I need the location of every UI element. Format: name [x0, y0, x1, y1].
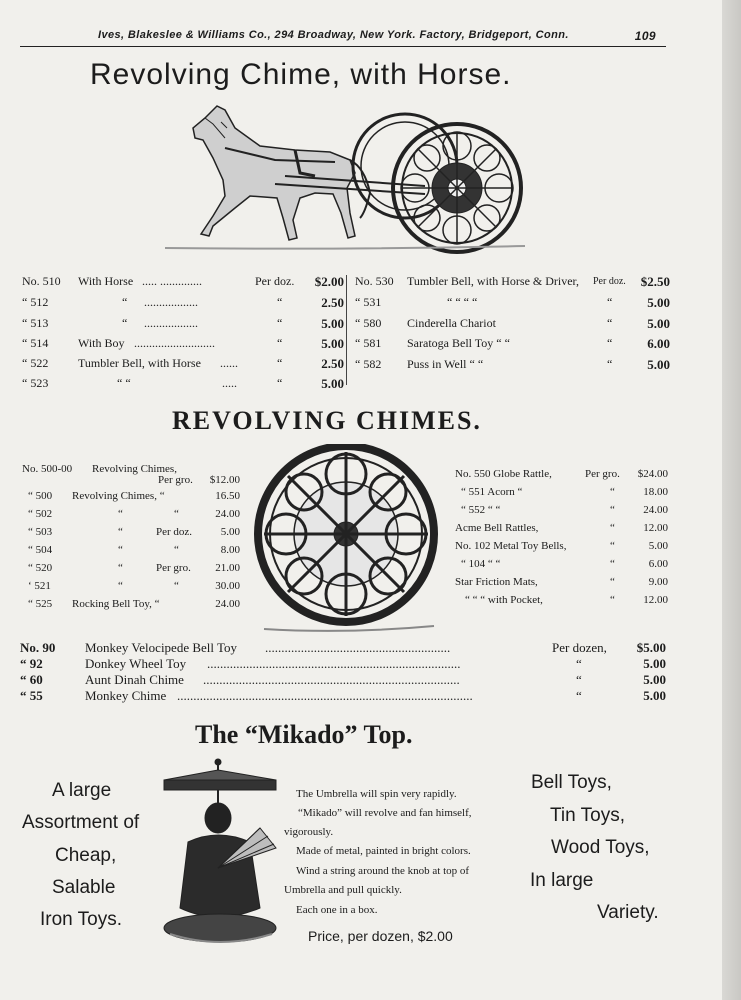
list-item: [455, 468, 668, 483]
item-price: 6.00: [648, 558, 668, 570]
item-price: 5.00: [643, 672, 666, 687]
list-item: [20, 656, 666, 673]
text-line: Iron Toys.: [40, 909, 123, 930]
text-line: Bell Toys,: [531, 772, 612, 793]
list-item: [355, 336, 670, 354]
item-price: 30.00: [215, 580, 240, 592]
item-unit: “: [174, 544, 179, 556]
item-price: 5.00: [647, 295, 670, 310]
item-price: 5.00: [647, 357, 670, 372]
item-desc: Tumbler Bell, with Horse: [78, 356, 201, 370]
horse-chime-illustration: [165, 98, 530, 258]
list-item: [355, 357, 670, 375]
item-price: 24.00: [215, 508, 240, 520]
item-desc: “: [118, 526, 123, 538]
mikado-price: Price, per dozen, $2.00: [308, 928, 453, 944]
item-price: 2.50: [321, 356, 344, 371]
item-desc: “: [118, 544, 123, 556]
item-unit: “: [576, 672, 582, 687]
list-item: [22, 316, 344, 334]
item-leader: .....: [222, 376, 237, 390]
list-item: [22, 274, 344, 292]
item-desc: With Horse: [78, 274, 134, 288]
item-price: 5.00: [647, 316, 670, 331]
item-price: 5.00: [648, 540, 668, 552]
item-price: $2.50: [640, 274, 670, 289]
item-desc: “ 552 “ “: [461, 504, 501, 516]
item-price: 5.00: [643, 656, 666, 671]
item-number: “ 581: [355, 336, 382, 350]
list-item: [20, 688, 666, 705]
text-line: Variety.: [597, 902, 659, 923]
list-item: [20, 672, 666, 689]
item-unit: “: [576, 688, 582, 703]
item-unit: Per doz.: [156, 526, 193, 538]
item-desc: “: [122, 295, 128, 309]
item-number: “ 55: [20, 688, 43, 703]
item-desc: Donkey Wheel Toy: [85, 656, 187, 671]
desc-line: vigorously.: [284, 826, 334, 838]
item-price: 5.00: [321, 376, 344, 391]
item-number: “ 523: [22, 376, 49, 390]
item-unit: “: [607, 316, 613, 330]
item-desc: Acme Bell Rattles,: [455, 522, 539, 534]
item-number: “ 531: [355, 295, 382, 309]
item-desc: Puss in Well “ “: [407, 357, 484, 371]
item-desc: Monkey Chime: [85, 688, 167, 703]
text-line: Assortment of: [22, 812, 140, 833]
item-unit: “: [277, 356, 283, 370]
text-line: Cheap,: [55, 845, 117, 866]
item-desc: “ “ “ with Pocket,: [465, 594, 543, 606]
item-number: “ 580: [355, 316, 382, 330]
item-number: No. 530: [355, 274, 394, 288]
list-item: [455, 576, 668, 591]
item-leader: .........................................................: [265, 640, 451, 655]
item-desc: No. 550 Globe Rattle,: [455, 468, 552, 480]
item-leader: ......: [220, 356, 238, 370]
list-item: [22, 508, 240, 523]
item-desc: “ 104 “ “: [461, 558, 501, 570]
item-unit: “: [610, 522, 615, 534]
page-edge: [722, 0, 741, 1000]
item-unit: Per gro.: [158, 474, 193, 486]
list-item: [20, 640, 666, 657]
item-unit: Per doz.: [255, 274, 295, 288]
header-text: Ives, Blakeslee & Williams Co., 294 Broadway, New York. Factory, Bridgeport, Conn.: [98, 29, 569, 41]
item-price: 5.00: [220, 526, 240, 538]
desc-line: Each one in a box.: [296, 904, 378, 916]
item-desc: Tumbler Bell, with Horse & Driver,: [407, 274, 580, 288]
list-item: [455, 522, 668, 537]
item-desc: Revolving Chimes,: [92, 463, 177, 475]
item-desc: “ 551 Acorn “: [461, 486, 523, 498]
item-unit: “: [277, 316, 283, 330]
item-number: “ 502: [28, 508, 53, 520]
item-price: 5.00: [643, 688, 666, 703]
list-item: [455, 558, 668, 573]
item-price: 6.00: [647, 336, 670, 351]
item-unit: “: [610, 540, 615, 552]
item-price: 5.00: [321, 336, 344, 351]
item-number: “ 503: [28, 526, 53, 538]
item-price: $2.00: [314, 274, 344, 289]
list-item: [455, 486, 668, 501]
item-unit: “: [576, 656, 582, 671]
section-title-revolving-chimes: REVOLVING CHIMES.: [172, 406, 482, 435]
list-item: [22, 336, 344, 354]
item-price: 24.00: [215, 598, 240, 610]
item-unit: “: [610, 558, 615, 570]
text-line: Wood Toys,: [551, 837, 650, 858]
item-leader: ..................: [144, 295, 198, 309]
item-number: “ 522: [22, 356, 49, 370]
list-item: [455, 540, 668, 555]
item-unit: “: [277, 295, 283, 309]
item-unit: “: [610, 504, 615, 516]
item-number: “ 504: [28, 544, 53, 556]
item-desc: Rocking Bell Toy, “: [72, 598, 160, 610]
list-item: [22, 526, 240, 541]
item-unit: Per dozen,: [552, 640, 607, 655]
desc-line: Made of metal, painted in bright colors.: [296, 845, 471, 857]
item-number: “ 582: [355, 357, 382, 371]
desc-line: Wind a string around the knob at top of: [296, 865, 470, 877]
desc-line: Umbrella and pull quickly.: [284, 884, 402, 896]
list-item: [455, 594, 668, 609]
item-number: No. 500-00: [22, 463, 73, 475]
item-price: 12.00: [643, 522, 668, 534]
item-unit: “: [174, 508, 179, 520]
item-unit: “: [277, 376, 283, 390]
section-title-chime-horse: Revolving Chime, with Horse.: [90, 58, 512, 91]
item-leader: ..... ..............: [142, 274, 202, 288]
item-desc: Saratoga Bell Toy “ “: [407, 336, 510, 350]
list-item: [455, 504, 668, 519]
item-number: “ 92: [20, 656, 43, 671]
list-item: [22, 562, 240, 577]
desc-line: The Umbrella will spin very rapidly.: [296, 788, 457, 800]
column-divider: [346, 275, 347, 385]
item-leader: ..................: [144, 316, 198, 330]
item-unit: “: [174, 580, 179, 592]
item-unit: “: [610, 486, 615, 498]
item-price: 18.00: [643, 486, 668, 498]
item-unit: Per doz.: [593, 276, 626, 287]
item-price: 5.00: [321, 316, 344, 331]
item-leader: ...............................................................................: [203, 672, 460, 687]
item-unit: “: [610, 576, 615, 588]
item-price: 24.00: [643, 504, 668, 516]
item-leader: ...........................................................................................: [177, 688, 473, 703]
item-price: 8.00: [220, 544, 240, 556]
item-desc: Star Friction Mats,: [455, 576, 538, 588]
item-leader: ..............................................................................: [207, 656, 461, 671]
list-item: [22, 295, 344, 313]
desc-line: “Mikado” will revolve and fan himself,: [298, 807, 472, 819]
item-desc: Monkey Velocipede Bell Toy: [85, 640, 238, 655]
item-unit: “: [277, 336, 283, 350]
section-title-mikado-top: The “Mikado” Top.: [195, 720, 413, 749]
item-unit: “: [607, 295, 613, 309]
item-number: “ 60: [20, 672, 43, 687]
item-desc: “: [118, 508, 123, 520]
list-item: [22, 463, 240, 487]
item-number: “ 512: [22, 295, 49, 309]
revolving-chime-illustration: [244, 444, 449, 634]
list-item: [22, 356, 344, 374]
list-item: [22, 376, 344, 394]
item-desc: Aunt Dinah Chime: [85, 672, 184, 687]
item-desc: Revolving Chimes, “: [72, 490, 165, 502]
list-item: [22, 598, 240, 613]
item-number: No. 90: [20, 640, 56, 655]
list-item: [22, 490, 240, 505]
item-desc: “: [122, 316, 128, 330]
list-item: [355, 274, 670, 292]
list-item: [355, 295, 670, 313]
item-leader: ...........................: [134, 336, 215, 350]
item-price: 9.00: [648, 576, 668, 588]
item-price: $12.00: [209, 474, 240, 486]
mikado-top-illustration: [160, 758, 282, 946]
item-number: “ 520: [28, 562, 53, 574]
item-unit: Per gro.: [585, 468, 620, 480]
item-number: “ 514: [22, 336, 49, 350]
item-unit: “: [607, 336, 613, 350]
item-number: “ 513: [22, 316, 49, 330]
item-unit: “: [607, 357, 613, 371]
item-desc: Cinderella Chariot: [407, 316, 496, 330]
item-unit: Per gro.: [156, 562, 191, 574]
item-number: “ 500: [28, 490, 53, 502]
text-line: Tin Toys,: [550, 805, 625, 826]
page-number: 109: [634, 29, 656, 43]
page-header: [20, 26, 666, 47]
item-price: 2.50: [321, 295, 344, 310]
item-desc: “: [118, 580, 123, 592]
item-desc: “ “: [117, 376, 131, 390]
item-desc: “: [118, 562, 123, 574]
text-line: A large: [52, 780, 112, 801]
list-item: [355, 316, 670, 334]
item-number: No. 510: [22, 274, 61, 288]
item-unit: “: [610, 594, 615, 606]
text-line: Salable: [52, 877, 116, 898]
list-item: [22, 544, 240, 559]
item-desc: “ “ “ “: [447, 295, 478, 309]
item-price: $24.00: [637, 468, 668, 480]
item-price: 12.00: [643, 594, 668, 606]
text-line: In large: [530, 870, 594, 891]
list-item: [22, 580, 240, 595]
item-price: 16.50: [215, 490, 240, 502]
item-price: $5.00: [636, 640, 666, 655]
item-desc: No. 102 Metal Toy Bells,: [455, 540, 567, 552]
item-desc: With Boy: [78, 336, 125, 350]
item-price: 21.00: [215, 562, 240, 574]
item-number: ‘ 521: [28, 580, 51, 592]
item-number: “ 525: [28, 598, 53, 610]
